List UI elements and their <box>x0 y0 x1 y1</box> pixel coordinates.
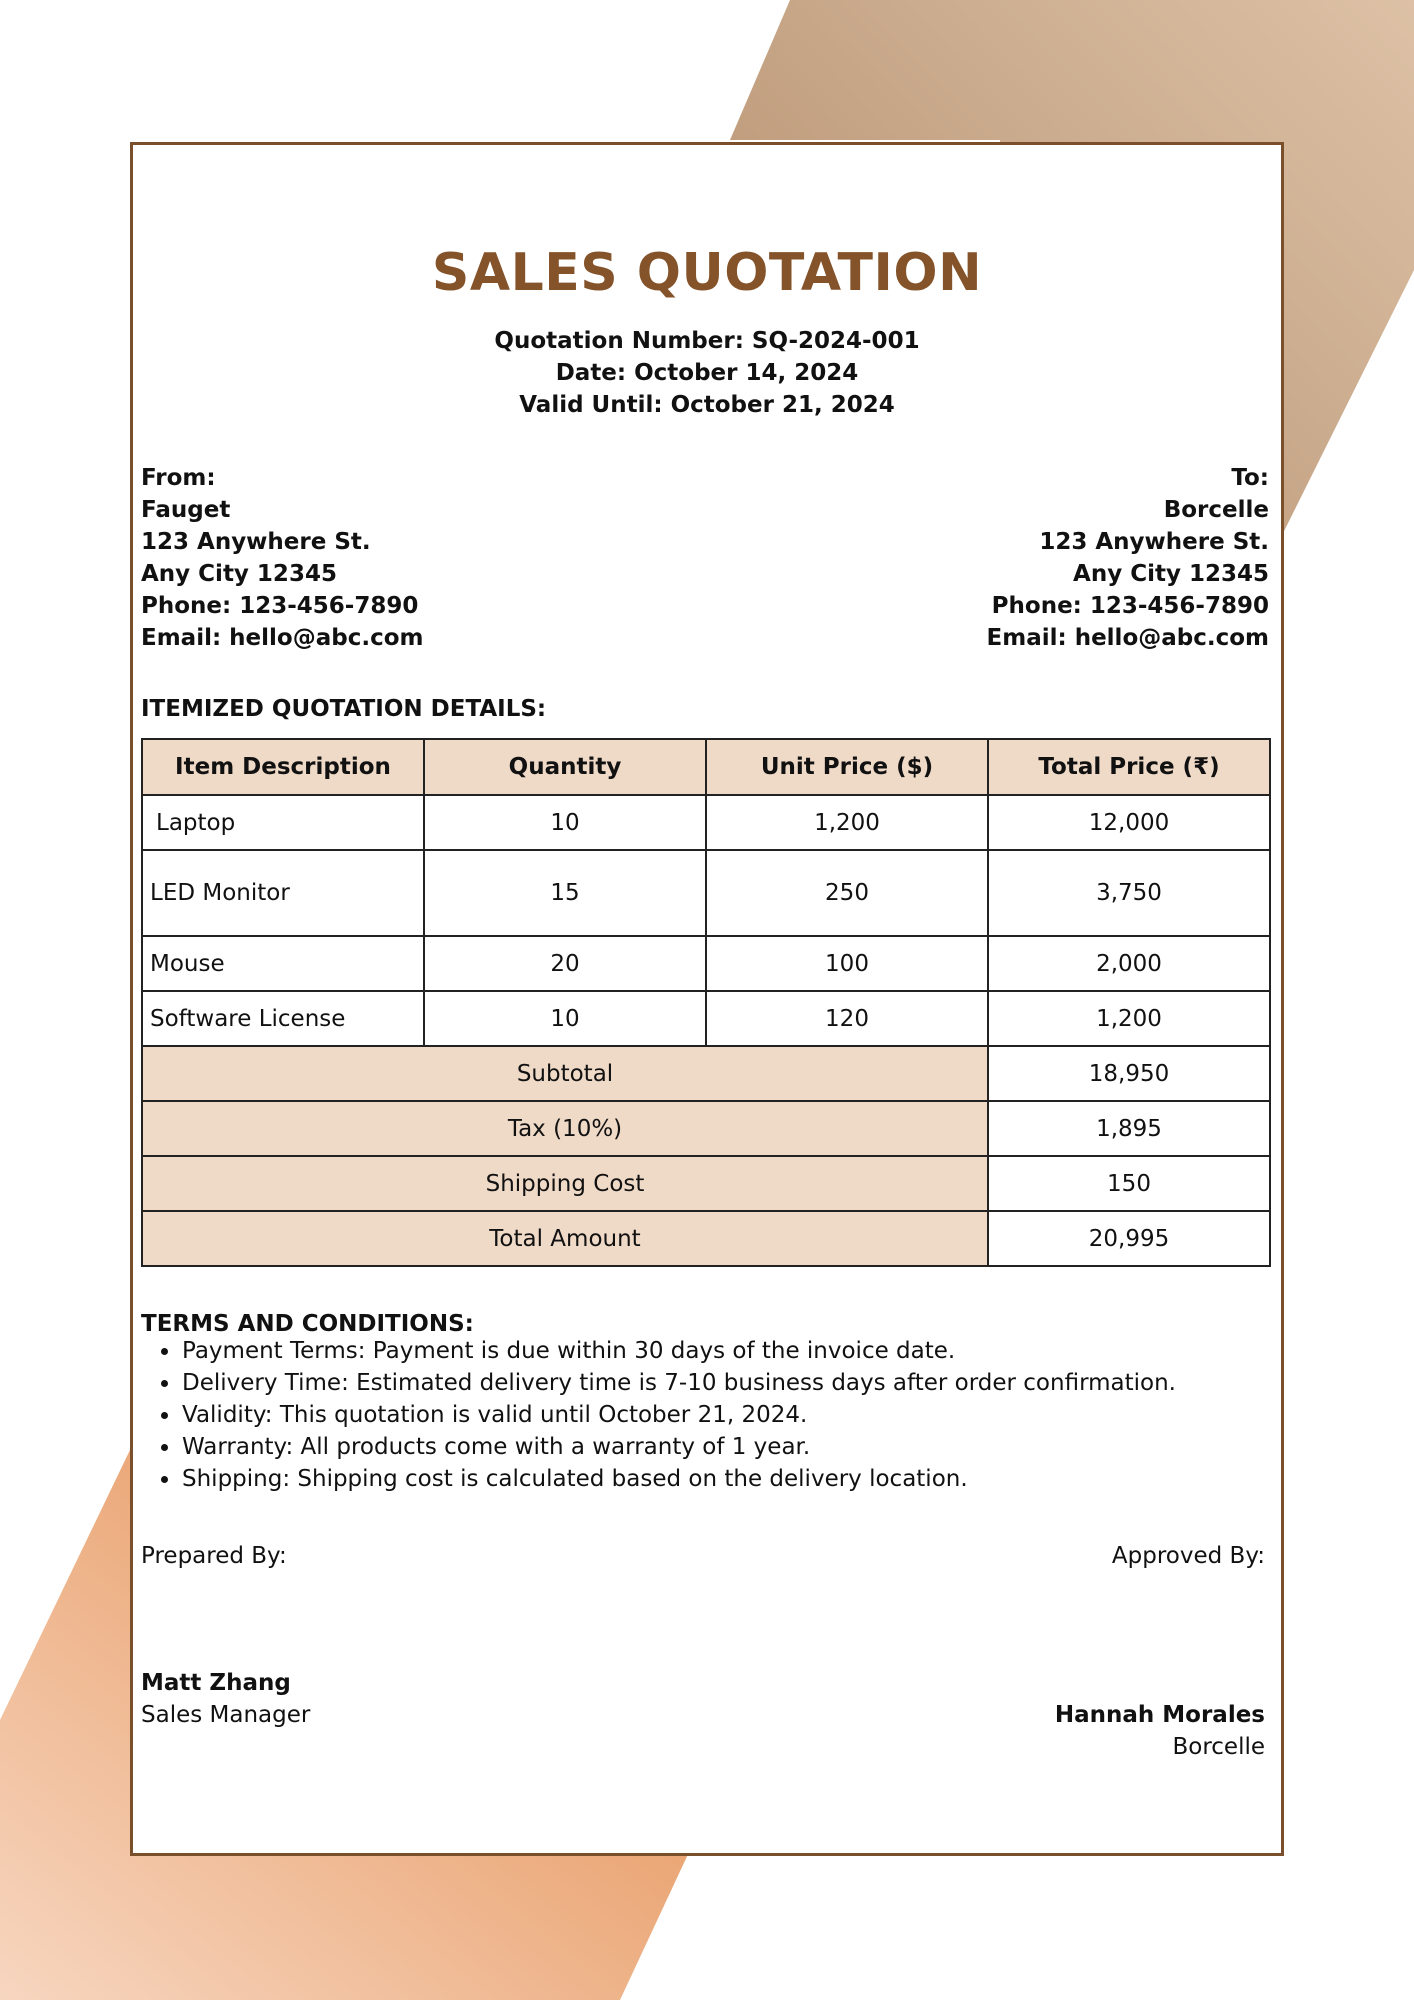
prepared-by-label: Prepared By: <box>141 1543 287 1569</box>
to-block <box>987 462 1269 654</box>
quotation-meta <box>133 325 1281 421</box>
summary-label: Total Amount <box>142 1211 988 1266</box>
column-header-unit-price: Unit Price ($) <box>706 739 988 795</box>
from-phone: Phone: 123-456-7890 <box>141 593 419 619</box>
item-description: Laptop <box>142 795 424 850</box>
terms-list <box>141 1335 1281 1495</box>
summary-value: 150 <box>988 1156 1270 1211</box>
summary-value: 18,950 <box>988 1046 1270 1101</box>
approved-by-title: Borcelle <box>1172 1734 1265 1760</box>
summary-row-tax <box>142 1101 1270 1156</box>
item-quantity: 10 <box>424 795 706 850</box>
table-row <box>142 991 1270 1046</box>
to-address: 123 Anywhere St. <box>1039 529 1269 555</box>
item-total: 2,000 <box>988 936 1270 991</box>
list-item: • Payment Terms: Payment is due within 30 days of the invoice date. <box>181 1335 1281 1367</box>
to-label: To: <box>1231 465 1269 491</box>
item-quantity: 20 <box>424 936 706 991</box>
column-header-total-price: Total Price (₹) <box>988 739 1270 795</box>
summary-label: Shipping Cost <box>142 1156 988 1211</box>
column-header-description: Item Description <box>142 739 424 795</box>
from-city: Any City 12345 <box>141 561 337 587</box>
table-header-row <box>142 739 1270 795</box>
item-description: Mouse <box>142 936 424 991</box>
list-item: • Shipping: Shipping cost is calculated based on the delivery location. <box>181 1463 1281 1495</box>
to-city: Any City 12345 <box>1073 561 1269 587</box>
item-total: 1,200 <box>988 991 1270 1046</box>
quotation-date: Date: October 14, 2024 <box>555 360 859 386</box>
to-email: Email: hello@abc.com <box>986 625 1269 651</box>
item-total: 3,750 <box>988 850 1270 936</box>
item-unit-price: 120 <box>706 991 988 1046</box>
prepared-by-title: Sales Manager <box>141 1702 311 1728</box>
item-quantity: 15 <box>424 850 706 936</box>
prepared-by-name: Matt Zhang <box>141 1670 291 1696</box>
approved-by-label: Approved By: <box>1111 1543 1265 1569</box>
summary-row-subtotal <box>142 1046 1270 1101</box>
column-header-quantity: Quantity <box>424 739 706 795</box>
item-unit-price: 1,200 <box>706 795 988 850</box>
items-table <box>141 738 1271 1267</box>
item-total: 12,000 <box>988 795 1270 850</box>
quotation-valid-until: Valid Until: October 21, 2024 <box>519 392 895 418</box>
item-unit-price: 100 <box>706 936 988 991</box>
quotation-document <box>130 142 1284 1856</box>
from-block <box>141 462 423 654</box>
approved-by-block <box>1055 1699 1265 1763</box>
summary-row-shipping <box>142 1156 1270 1211</box>
item-description: LED Monitor <box>142 850 424 936</box>
item-unit-price: 250 <box>706 850 988 936</box>
from-name: Fauget <box>141 497 231 523</box>
list-item: • Delivery Time: Estimated delivery time is 7-10 business days after order confirmation. <box>181 1367 1281 1399</box>
table-row <box>142 795 1270 850</box>
from-address: 123 Anywhere St. <box>141 529 371 555</box>
summary-value: 1,895 <box>988 1101 1270 1156</box>
quotation-number: Quotation Number: SQ-2024-001 <box>494 328 920 354</box>
list-item: • Warranty: All products come with a warranty of 1 year. <box>181 1431 1281 1463</box>
summary-label: Tax (10%) <box>142 1101 988 1156</box>
from-email: Email: hello@abc.com <box>141 625 424 651</box>
summary-label: Subtotal <box>142 1046 988 1101</box>
from-label: From: <box>141 465 216 491</box>
approved-by-name: Hannah Morales <box>1054 1702 1265 1728</box>
item-description: Software License <box>142 991 424 1046</box>
list-item: • Validity: This quotation is valid until October 21, 2024. <box>181 1399 1281 1431</box>
table-row <box>142 850 1270 936</box>
to-name: Borcelle <box>1163 497 1269 523</box>
items-section-title: ITEMIZED QUOTATION DETAILS: <box>141 696 547 722</box>
page-title: SALES QUOTATION <box>431 243 983 303</box>
table-row <box>142 936 1270 991</box>
summary-value: 20,995 <box>988 1211 1270 1266</box>
summary-row-total <box>142 1211 1270 1266</box>
prepared-by-block <box>141 1667 310 1731</box>
item-quantity: 10 <box>424 991 706 1046</box>
to-phone: Phone: 123-456-7890 <box>991 593 1269 619</box>
terms-section-title: TERMS AND CONDITIONS: <box>141 1311 474 1337</box>
